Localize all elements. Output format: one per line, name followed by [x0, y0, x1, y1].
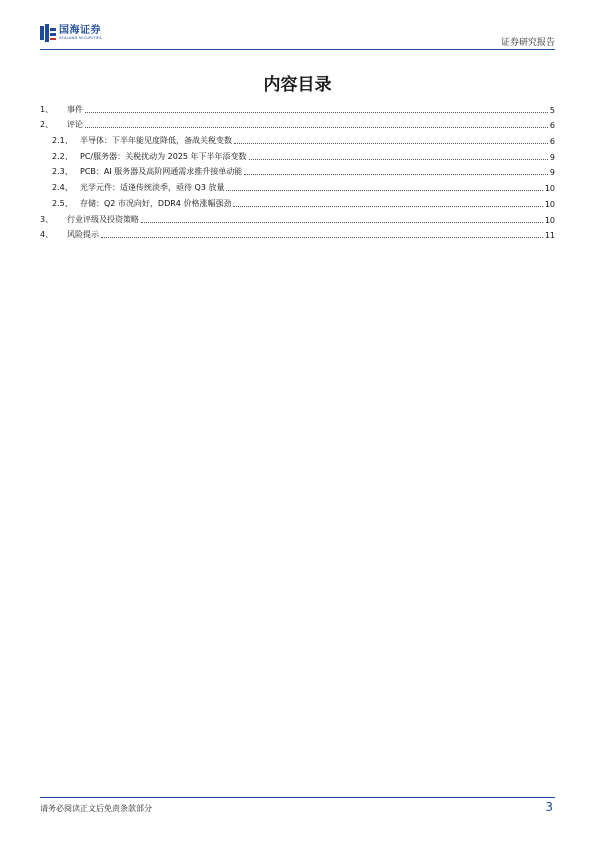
- toc-entry[interactable]: [40, 130, 555, 146]
- toc-entry-page: 10: [544, 184, 555, 194]
- toc-entry-number: 2.2、: [52, 151, 73, 161]
- toc-entry[interactable]: [40, 99, 555, 115]
- toc-entry-label: 半导体：下半年能见度降低，备战关税变数: [80, 136, 232, 146]
- toc-entry-number: 3、: [40, 214, 54, 224]
- toc-entry-label: 光学元件：适逢传统淡季，亟待 Q3 放量: [80, 183, 225, 193]
- company-logo: [40, 24, 102, 42]
- sealand-logo-icon: [40, 24, 56, 42]
- toc-leader-dots: [249, 159, 548, 160]
- toc-entry[interactable]: [40, 162, 555, 178]
- toc-entry-number: 2、: [40, 120, 54, 130]
- toc-entry-page: 10: [544, 215, 555, 225]
- toc-entry[interactable]: [40, 177, 555, 193]
- toc-entry-number: 2.5、: [52, 198, 73, 208]
- toc-leader-dots: [244, 174, 548, 175]
- toc-entry[interactable]: [40, 225, 555, 241]
- toc-entry-number: 4、: [40, 230, 54, 240]
- toc-leader-dots: [85, 112, 548, 113]
- toc-entry-label: PC/服务器：关税扰动为 2025 年下半年添变数: [80, 151, 247, 161]
- page-header: [40, 20, 555, 48]
- toc-entry-label: 评论: [67, 120, 83, 130]
- footer-divider: [40, 797, 555, 798]
- toc-entry-number: 2.1、: [52, 136, 73, 146]
- toc-entry-page: 6: [549, 137, 555, 147]
- toc-entry-label: PCB：AI 服务器及高阶网通需求推升接单动能: [80, 167, 243, 177]
- toc-entry-number: 1、: [40, 104, 54, 114]
- toc-entry[interactable]: [40, 146, 555, 162]
- logo-chinese-name: 国海证券: [59, 24, 101, 36]
- logo-english-name: SEALAND SECURITIES: [59, 35, 102, 40]
- toc-entry-page: 10: [544, 199, 555, 209]
- toc-leader-dots: [234, 143, 548, 144]
- toc-entry-page: 5: [549, 105, 555, 115]
- toc-entry-page: 9: [549, 152, 555, 162]
- document-type: 证券研究报告: [500, 38, 555, 48]
- toc-entry[interactable]: [40, 209, 555, 225]
- toc-leader-dots: [85, 127, 548, 128]
- toc-entry-number: 2.3、: [52, 167, 73, 177]
- toc-leader-dots: [233, 206, 542, 207]
- toc-entry[interactable]: [40, 115, 555, 131]
- toc-leader-dots: [141, 222, 543, 223]
- table-of-contents: [40, 99, 555, 240]
- toc-leader-dots: [101, 237, 543, 238]
- disclaimer-note: 请务必阅读正文后免责条款部分: [40, 804, 152, 813]
- toc-entry-page: 9: [549, 168, 555, 178]
- toc-leader-dots: [226, 190, 542, 191]
- toc-entry-number: 2.4、: [52, 183, 73, 193]
- toc-entry-page: 11: [544, 231, 555, 241]
- toc-entry-label: 事件: [67, 104, 83, 114]
- toc-entry-label: 行业评级及投资策略: [67, 214, 139, 224]
- toc-title: 内容目录: [263, 75, 332, 95]
- toc-entry-page: 6: [549, 121, 555, 131]
- toc-entry[interactable]: [40, 193, 555, 209]
- page-number: 3: [545, 800, 553, 814]
- toc-entry-label: 风险提示: [67, 230, 99, 240]
- header-divider: [40, 49, 555, 50]
- toc-entry-label: 存储：Q2 市况向好，DDR4 价格涨幅强劲: [80, 198, 232, 208]
